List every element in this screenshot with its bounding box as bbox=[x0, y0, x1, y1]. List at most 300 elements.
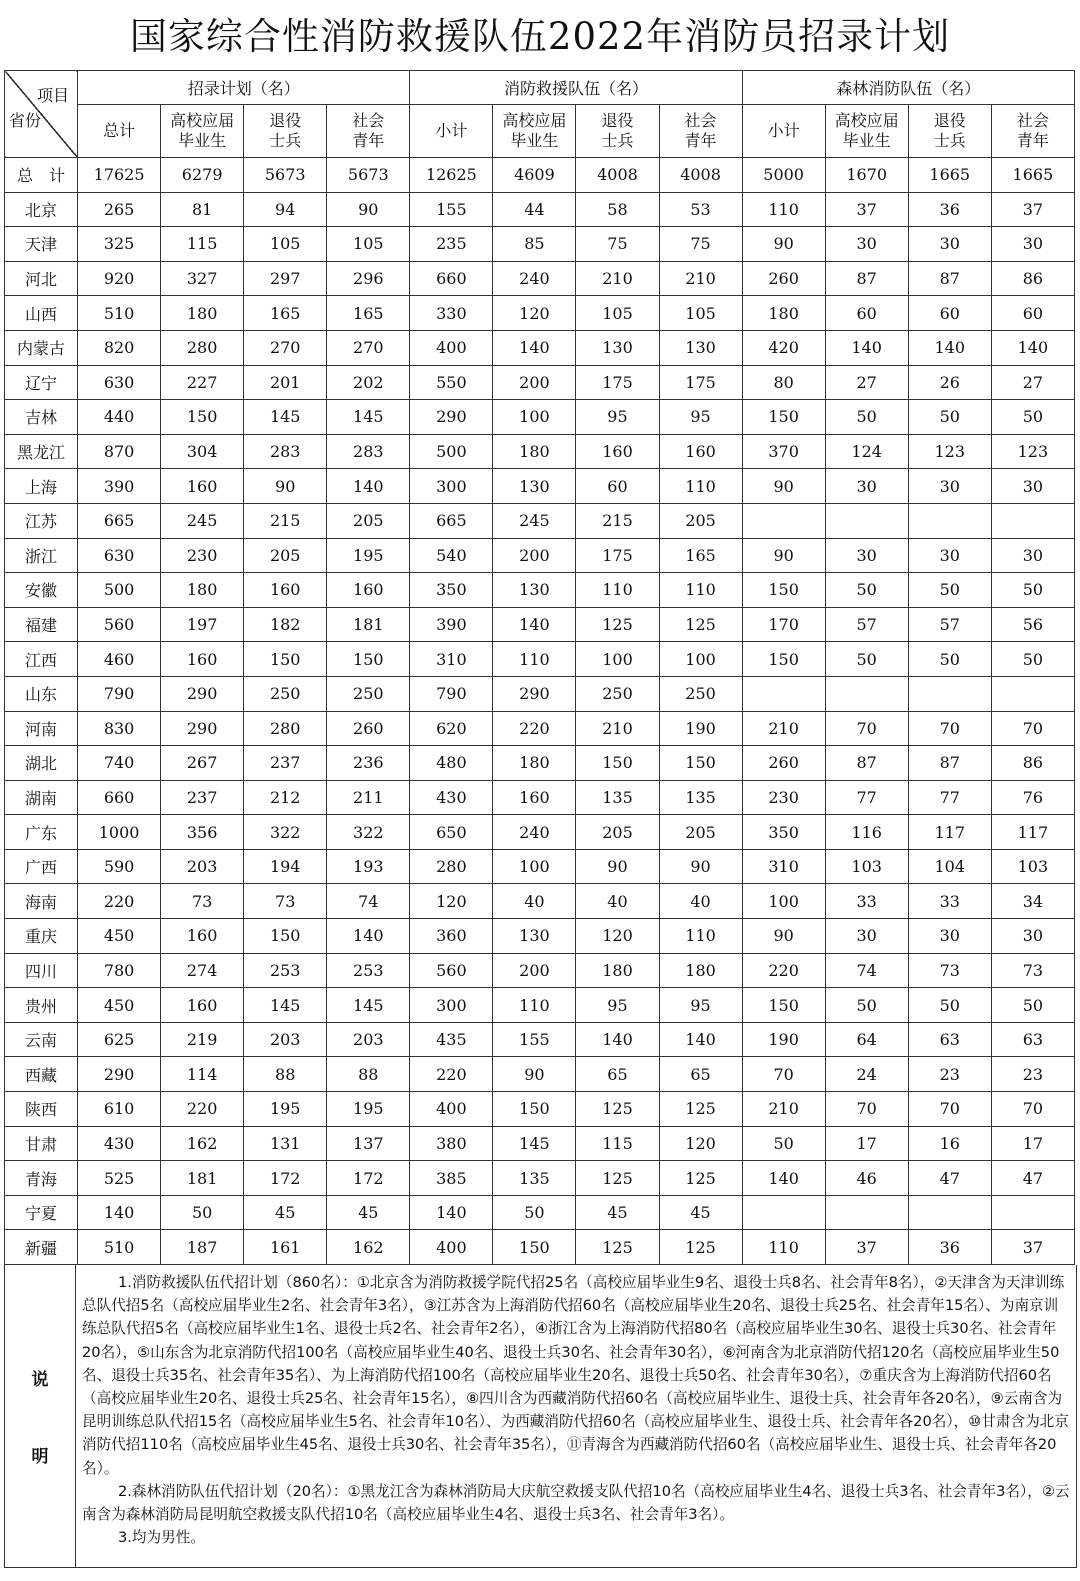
value-cell: 87 bbox=[908, 261, 991, 296]
value-cell: 250 bbox=[659, 676, 742, 711]
value-cell: 420 bbox=[742, 330, 825, 365]
value-cell: 90 bbox=[742, 227, 825, 262]
value-cell: 150 bbox=[659, 746, 742, 781]
value-cell: 58 bbox=[576, 192, 659, 227]
sub-header-line: 小计 bbox=[767, 121, 800, 140]
sub-header-line: 青年 bbox=[352, 131, 385, 150]
value-cell: 140 bbox=[78, 1195, 161, 1230]
value-cell: 920 bbox=[78, 261, 161, 296]
value-cell: 30 bbox=[991, 919, 1074, 954]
value-cell: 161 bbox=[244, 1230, 327, 1265]
header-corner bbox=[5, 71, 78, 158]
value-cell: 510 bbox=[78, 296, 161, 331]
table-row bbox=[5, 1195, 1075, 1230]
value-cell: 195 bbox=[244, 1092, 327, 1127]
value-cell: 60 bbox=[576, 469, 659, 504]
value-cell: 87 bbox=[908, 746, 991, 781]
value-cell: 90 bbox=[742, 919, 825, 954]
value-cell: 117 bbox=[908, 815, 991, 850]
value-cell: 63 bbox=[991, 1022, 1074, 1057]
value-cell: 23 bbox=[991, 1057, 1074, 1092]
value-cell: 181 bbox=[161, 1161, 244, 1196]
sub-header-row bbox=[5, 105, 1075, 158]
notes-label-char-1: 说 bbox=[31, 1370, 49, 1390]
value-cell: 36 bbox=[908, 192, 991, 227]
value-cell: 114 bbox=[161, 1057, 244, 1092]
table-row bbox=[5, 988, 1075, 1023]
sub-header-line: 青年 bbox=[1016, 131, 1049, 150]
corner-province-label: 省份 bbox=[9, 111, 42, 130]
value-cell: 56 bbox=[991, 607, 1074, 642]
value-cell: 220 bbox=[78, 884, 161, 919]
value-cell: 400 bbox=[410, 1092, 493, 1127]
value-cell: 100 bbox=[493, 400, 576, 435]
value-cell: 145 bbox=[493, 1126, 576, 1161]
value-cell: 450 bbox=[78, 919, 161, 954]
value-cell: 40 bbox=[576, 884, 659, 919]
value-cell: 120 bbox=[410, 884, 493, 919]
value-cell: 870 bbox=[78, 434, 161, 469]
value-cell: 665 bbox=[78, 503, 161, 538]
value-cell: 296 bbox=[327, 261, 410, 296]
value-cell bbox=[742, 1195, 825, 1230]
value-cell: 350 bbox=[410, 573, 493, 608]
recruitment-table bbox=[4, 70, 1075, 1265]
value-cell: 172 bbox=[327, 1161, 410, 1196]
table-row bbox=[5, 227, 1075, 262]
province-cell: 广西 bbox=[5, 849, 78, 884]
province-cell: 四川 bbox=[5, 953, 78, 988]
sub-header-line: 高校应届 bbox=[502, 111, 567, 130]
value-cell: 180 bbox=[659, 953, 742, 988]
value-cell: 290 bbox=[410, 400, 493, 435]
value-cell: 215 bbox=[244, 503, 327, 538]
value-cell: 195 bbox=[327, 538, 410, 573]
value-cell: 175 bbox=[576, 365, 659, 400]
value-cell: 250 bbox=[327, 676, 410, 711]
table-row bbox=[5, 192, 1075, 227]
value-cell: 650 bbox=[410, 815, 493, 850]
value-cell: 160 bbox=[659, 434, 742, 469]
value-cell: 140 bbox=[410, 1195, 493, 1230]
notes-section bbox=[4, 1265, 1077, 1568]
value-cell: 60 bbox=[908, 296, 991, 331]
value-cell: 50 bbox=[991, 400, 1074, 435]
value-cell: 260 bbox=[742, 746, 825, 781]
value-cell: 370 bbox=[742, 434, 825, 469]
value-cell: 260 bbox=[327, 711, 410, 746]
value-cell: 34 bbox=[991, 884, 1074, 919]
value-cell: 155 bbox=[410, 192, 493, 227]
value-cell: 330 bbox=[410, 296, 493, 331]
value-cell: 560 bbox=[78, 607, 161, 642]
value-cell: 190 bbox=[659, 711, 742, 746]
value-cell: 230 bbox=[742, 780, 825, 815]
value-cell bbox=[908, 676, 991, 711]
value-cell: 30 bbox=[908, 227, 991, 262]
value-cell: 253 bbox=[244, 953, 327, 988]
sub-header-cell bbox=[161, 105, 244, 158]
value-cell: 220 bbox=[742, 953, 825, 988]
value-cell: 620 bbox=[410, 711, 493, 746]
value-cell: 50 bbox=[991, 988, 1074, 1023]
value-cell: 86 bbox=[991, 261, 1074, 296]
value-cell: 24 bbox=[825, 1057, 908, 1092]
value-cell: 90 bbox=[659, 849, 742, 884]
value-cell: 94 bbox=[244, 192, 327, 227]
value-cell: 740 bbox=[78, 746, 161, 781]
value-cell: 63 bbox=[908, 1022, 991, 1057]
value-cell: 283 bbox=[244, 434, 327, 469]
value-cell: 660 bbox=[410, 261, 493, 296]
value-cell: 27 bbox=[991, 365, 1074, 400]
value-cell: 237 bbox=[244, 746, 327, 781]
value-cell: 37 bbox=[991, 1230, 1074, 1265]
value-cell: 6279 bbox=[161, 158, 244, 193]
value-cell: 37 bbox=[991, 192, 1074, 227]
value-cell: 250 bbox=[576, 676, 659, 711]
value-cell: 125 bbox=[659, 1230, 742, 1265]
value-cell: 60 bbox=[825, 296, 908, 331]
sub-header-cell bbox=[742, 105, 825, 158]
value-cell: 124 bbox=[825, 434, 908, 469]
value-cell: 30 bbox=[825, 538, 908, 573]
value-cell bbox=[742, 503, 825, 538]
value-cell: 125 bbox=[659, 1092, 742, 1127]
value-cell: 70 bbox=[825, 1092, 908, 1127]
value-cell: 65 bbox=[576, 1057, 659, 1092]
value-cell: 385 bbox=[410, 1161, 493, 1196]
value-cell: 500 bbox=[78, 573, 161, 608]
province-cell: 湖南 bbox=[5, 780, 78, 815]
value-cell: 304 bbox=[161, 434, 244, 469]
sub-header-cell bbox=[825, 105, 908, 158]
value-cell: 123 bbox=[991, 434, 1074, 469]
table-row bbox=[5, 1161, 1075, 1196]
value-cell: 75 bbox=[659, 227, 742, 262]
table-row bbox=[5, 538, 1075, 573]
value-cell: 135 bbox=[493, 1161, 576, 1196]
value-cell: 250 bbox=[244, 676, 327, 711]
sub-header-line: 士兵 bbox=[601, 131, 634, 150]
value-cell: 100 bbox=[742, 884, 825, 919]
sub-header-line: 退役 bbox=[269, 111, 302, 130]
value-cell: 115 bbox=[161, 227, 244, 262]
value-cell: 50 bbox=[908, 400, 991, 435]
value-cell: 160 bbox=[576, 434, 659, 469]
value-cell bbox=[825, 503, 908, 538]
value-cell: 73 bbox=[991, 953, 1074, 988]
value-cell: 190 bbox=[742, 1022, 825, 1057]
value-cell: 40 bbox=[659, 884, 742, 919]
value-cell: 240 bbox=[493, 815, 576, 850]
value-cell: 110 bbox=[493, 642, 576, 677]
sub-header-line: 高校应届 bbox=[170, 111, 235, 130]
value-cell: 630 bbox=[78, 365, 161, 400]
value-cell: 180 bbox=[161, 573, 244, 608]
sub-header-cell bbox=[908, 105, 991, 158]
value-cell: 105 bbox=[576, 296, 659, 331]
note-item: 1.消防救援队伍代招计划（860名）：①北京含为消防救援学院代招25名（高校应届毕业生9名、退役士兵8名、社会青年8名），②天津含为天津训练总队代招5名（高校应届毕业生2名、社会青年3名），③江苏含为上海消防代招60名（高校应届毕业生20名、退役士兵25名、社会青年15名）、为南京训练总队代招5名（高校应届毕业生1名、退役士兵2名、社会青年2名），④浙江含为上海消防代招80名（高校应届毕业生30名、退役士兵30名、社会青年20名），⑤山东含为北京消防代招100名（高校应届毕业生40名、退役士兵30名、社会青年30名），⑥河南含为北京消防代招120名（高校应届毕业生50名、退役士兵35名、社会青年35名）、为上海消防代招100名（高校应届毕业生20名、退役士兵50名、社会青年30名），⑦重庆含为上海消防代招60名（高校应届毕业生20名、退役士兵25名、社会青年15名），⑧四川含为西藏消防代招60名（高校应届毕业生、退役士兵、社会青年各20名），⑨云南含为昆明训练总队代招15名（高校应届毕业生5名、社会青年10名）、为西藏消防代招60名（高校应届毕业生、退役士兵、社会青年各20名），⑩甘肃含为北京消防代招110名（高校应届毕业生45名、退役士兵30名、社会青年35名），⑪青海含为西藏消防代招60名（高校应届毕业生、退役士兵、社会青年各20名）。 bbox=[82, 1274, 1069, 1477]
value-cell: 75 bbox=[576, 227, 659, 262]
value-cell: 175 bbox=[576, 538, 659, 573]
value-cell: 1665 bbox=[991, 158, 1074, 193]
value-cell: 203 bbox=[161, 849, 244, 884]
value-cell: 460 bbox=[78, 642, 161, 677]
value-cell: 150 bbox=[327, 642, 410, 677]
notes-label bbox=[5, 1265, 76, 1567]
value-cell: 103 bbox=[825, 849, 908, 884]
value-cell: 162 bbox=[161, 1126, 244, 1161]
value-cell: 193 bbox=[327, 849, 410, 884]
province-cell: 贵州 bbox=[5, 988, 78, 1023]
sub-header-line: 毕业生 bbox=[842, 131, 891, 150]
value-cell: 120 bbox=[659, 1126, 742, 1161]
value-cell: 125 bbox=[659, 607, 742, 642]
value-cell bbox=[742, 676, 825, 711]
value-cell: 120 bbox=[493, 296, 576, 331]
table-row bbox=[5, 642, 1075, 677]
value-cell: 87 bbox=[825, 746, 908, 781]
table-row bbox=[5, 711, 1075, 746]
value-cell: 283 bbox=[327, 434, 410, 469]
value-cell: 160 bbox=[327, 573, 410, 608]
value-cell: 280 bbox=[244, 711, 327, 746]
value-cell: 57 bbox=[825, 607, 908, 642]
value-cell: 50 bbox=[908, 573, 991, 608]
value-cell: 560 bbox=[410, 953, 493, 988]
value-cell: 77 bbox=[825, 780, 908, 815]
value-cell: 145 bbox=[244, 988, 327, 1023]
value-cell: 95 bbox=[659, 988, 742, 1023]
table-row bbox=[5, 330, 1075, 365]
value-cell: 510 bbox=[78, 1230, 161, 1265]
value-cell: 80 bbox=[742, 365, 825, 400]
value-cell: 380 bbox=[410, 1126, 493, 1161]
value-cell: 135 bbox=[576, 780, 659, 815]
value-cell: 180 bbox=[161, 296, 244, 331]
province-cell: 湖北 bbox=[5, 746, 78, 781]
value-cell: 197 bbox=[161, 607, 244, 642]
value-cell: 50 bbox=[908, 988, 991, 1023]
value-cell: 140 bbox=[659, 1022, 742, 1057]
value-cell: 430 bbox=[410, 780, 493, 815]
value-cell: 130 bbox=[493, 573, 576, 608]
value-cell: 155 bbox=[493, 1022, 576, 1057]
value-cell: 150 bbox=[742, 988, 825, 1023]
table-row bbox=[5, 815, 1075, 850]
table-row bbox=[5, 676, 1075, 711]
table-row bbox=[5, 780, 1075, 815]
value-cell: 88 bbox=[244, 1057, 327, 1092]
value-cell: 17 bbox=[825, 1126, 908, 1161]
value-cell: 95 bbox=[659, 400, 742, 435]
sub-header-line: 社会 bbox=[684, 111, 717, 130]
value-cell: 290 bbox=[161, 711, 244, 746]
note-item: 3.均为男性。 bbox=[118, 1529, 205, 1547]
value-cell: 140 bbox=[825, 330, 908, 365]
sub-header-line: 士兵 bbox=[269, 131, 302, 150]
value-cell: 50 bbox=[825, 988, 908, 1023]
notes-label-char-2: 明 bbox=[31, 1447, 49, 1467]
value-cell: 130 bbox=[659, 330, 742, 365]
value-cell: 110 bbox=[493, 988, 576, 1023]
value-cell: 1000 bbox=[78, 815, 161, 850]
value-cell: 50 bbox=[742, 1126, 825, 1161]
value-cell: 210 bbox=[742, 711, 825, 746]
value-cell: 140 bbox=[742, 1161, 825, 1196]
value-cell: 86 bbox=[991, 746, 1074, 781]
value-cell: 160 bbox=[244, 573, 327, 608]
value-cell: 240 bbox=[493, 261, 576, 296]
value-cell: 210 bbox=[742, 1092, 825, 1127]
sub-header-cell bbox=[493, 105, 576, 158]
province-cell: 宁夏 bbox=[5, 1195, 78, 1230]
value-cell: 205 bbox=[659, 503, 742, 538]
value-cell: 140 bbox=[991, 330, 1074, 365]
value-cell: 90 bbox=[493, 1057, 576, 1092]
value-cell: 665 bbox=[410, 503, 493, 538]
value-cell: 37 bbox=[825, 1230, 908, 1265]
table-row bbox=[5, 469, 1075, 504]
sub-header-line: 青年 bbox=[684, 131, 717, 150]
value-cell: 115 bbox=[576, 1126, 659, 1161]
value-cell: 50 bbox=[825, 400, 908, 435]
value-cell: 90 bbox=[327, 192, 410, 227]
table-row bbox=[5, 1022, 1075, 1057]
value-cell: 260 bbox=[742, 261, 825, 296]
value-cell: 125 bbox=[659, 1161, 742, 1196]
value-cell: 70 bbox=[991, 711, 1074, 746]
table-row bbox=[5, 261, 1075, 296]
value-cell: 50 bbox=[908, 642, 991, 677]
value-cell: 230 bbox=[161, 538, 244, 573]
value-cell: 105 bbox=[327, 227, 410, 262]
value-cell: 182 bbox=[244, 607, 327, 642]
sub-header-line: 社会 bbox=[1016, 111, 1049, 130]
sub-header-cell bbox=[327, 105, 410, 158]
value-cell: 70 bbox=[825, 711, 908, 746]
value-cell: 45 bbox=[576, 1195, 659, 1230]
value-cell: 235 bbox=[410, 227, 493, 262]
value-cell: 145 bbox=[327, 400, 410, 435]
value-cell: 110 bbox=[576, 573, 659, 608]
province-cell: 北京 bbox=[5, 192, 78, 227]
value-cell: 194 bbox=[244, 849, 327, 884]
value-cell: 290 bbox=[493, 676, 576, 711]
value-cell: 125 bbox=[576, 607, 659, 642]
value-cell: 150 bbox=[244, 919, 327, 954]
value-cell: 130 bbox=[576, 330, 659, 365]
value-cell: 110 bbox=[742, 192, 825, 227]
value-cell: 5673 bbox=[244, 158, 327, 193]
value-cell: 220 bbox=[410, 1057, 493, 1092]
value-cell: 310 bbox=[742, 849, 825, 884]
sub-header-line: 退役 bbox=[601, 111, 634, 130]
table-row bbox=[5, 884, 1075, 919]
table-row bbox=[5, 849, 1075, 884]
value-cell: 50 bbox=[161, 1195, 244, 1230]
value-cell: 74 bbox=[825, 953, 908, 988]
value-cell: 610 bbox=[78, 1092, 161, 1127]
province-cell: 内蒙古 bbox=[5, 330, 78, 365]
value-cell bbox=[908, 1195, 991, 1230]
value-cell: 253 bbox=[327, 953, 410, 988]
sub-header-line: 毕业生 bbox=[178, 131, 227, 150]
value-cell: 220 bbox=[161, 1092, 244, 1127]
total-row bbox=[5, 158, 1075, 193]
value-cell: 30 bbox=[825, 919, 908, 954]
value-cell: 73 bbox=[161, 884, 244, 919]
value-cell: 297 bbox=[244, 261, 327, 296]
value-cell: 203 bbox=[244, 1022, 327, 1057]
value-cell bbox=[908, 503, 991, 538]
province-cell: 天津 bbox=[5, 227, 78, 262]
value-cell: 116 bbox=[825, 815, 908, 850]
value-cell: 30 bbox=[991, 227, 1074, 262]
table-row bbox=[5, 573, 1075, 608]
value-cell: 88 bbox=[327, 1057, 410, 1092]
value-cell: 237 bbox=[161, 780, 244, 815]
value-cell: 30 bbox=[908, 919, 991, 954]
value-cell: 350 bbox=[742, 815, 825, 850]
sub-header-line: 总计 bbox=[103, 121, 136, 140]
group-header-fire-rescue: 消防救援队伍（名） bbox=[410, 71, 742, 105]
value-cell: 236 bbox=[327, 746, 410, 781]
value-cell: 23 bbox=[908, 1057, 991, 1092]
value-cell: 70 bbox=[908, 711, 991, 746]
value-cell: 140 bbox=[327, 469, 410, 504]
value-cell: 137 bbox=[327, 1126, 410, 1161]
value-cell: 780 bbox=[78, 953, 161, 988]
value-cell: 30 bbox=[908, 538, 991, 573]
value-cell: 77 bbox=[908, 780, 991, 815]
value-cell: 135 bbox=[659, 780, 742, 815]
value-cell: 290 bbox=[161, 676, 244, 711]
value-cell: 150 bbox=[244, 642, 327, 677]
value-cell: 219 bbox=[161, 1022, 244, 1057]
value-cell: 160 bbox=[161, 988, 244, 1023]
value-cell: 130 bbox=[493, 469, 576, 504]
value-cell: 33 bbox=[908, 884, 991, 919]
value-cell: 47 bbox=[991, 1161, 1074, 1196]
province-cell: 新疆 bbox=[5, 1230, 78, 1265]
value-cell: 90 bbox=[742, 469, 825, 504]
value-cell: 36 bbox=[908, 1230, 991, 1265]
value-cell: 180 bbox=[493, 746, 576, 781]
value-cell: 187 bbox=[161, 1230, 244, 1265]
value-cell: 30 bbox=[991, 469, 1074, 504]
table-row bbox=[5, 607, 1075, 642]
value-cell: 50 bbox=[991, 573, 1074, 608]
value-cell: 150 bbox=[493, 1230, 576, 1265]
value-cell: 200 bbox=[493, 538, 576, 573]
value-cell: 430 bbox=[78, 1126, 161, 1161]
value-cell: 790 bbox=[410, 676, 493, 711]
value-cell: 46 bbox=[825, 1161, 908, 1196]
value-cell: 110 bbox=[742, 1230, 825, 1265]
province-cell: 福建 bbox=[5, 607, 78, 642]
value-cell: 64 bbox=[825, 1022, 908, 1057]
value-cell: 150 bbox=[161, 400, 244, 435]
value-cell: 356 bbox=[161, 815, 244, 850]
table-row bbox=[5, 1092, 1075, 1127]
value-cell: 110 bbox=[659, 919, 742, 954]
value-cell: 202 bbox=[327, 365, 410, 400]
value-cell: 290 bbox=[78, 1057, 161, 1092]
province-cell: 河北 bbox=[5, 261, 78, 296]
value-cell: 110 bbox=[659, 573, 742, 608]
